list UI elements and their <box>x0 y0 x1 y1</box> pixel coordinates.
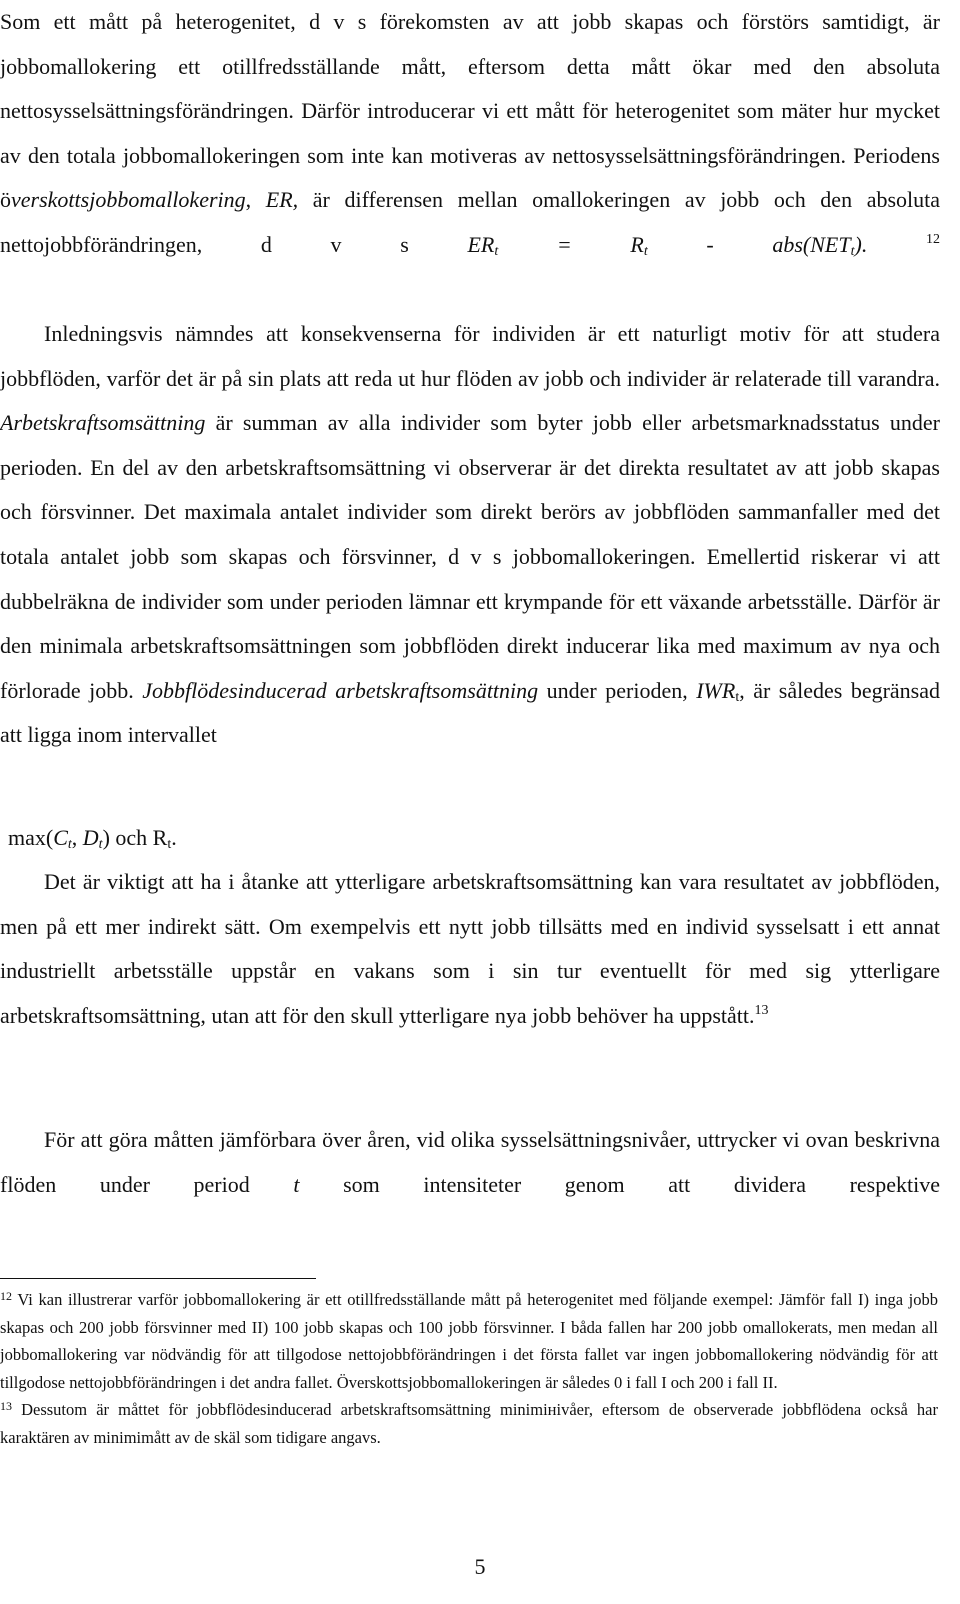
footnote-ref-12[interactable]: 12 <box>926 231 940 247</box>
paragraph-excess-reallocation: Som ett mått på heterogenitet, d v s förekomsten av att jobb skapas och förstörs samtidigt, är jobbomallokering ett otillfredsställande mått, eftersom detta mått ökar med den absoluta nettosysselsättningsförändringen. Därför introducerar vi ett mått för heterogenitet som mäter hur mycket av den totala jobbomallokeringen som inte kan motiveras av nettosysselsättningsförändringen. Periodens överskottsjobbomallokering, ER, är differensen mellan omallokeringen av jobb och den absoluta nettojobbförändringen, d v s $ER_t = R_t - abs(NET_t)$. $^{12}$ <box>0 9 941 259</box>
paragraph-indirect-turnover: Det är viktigt att ha i åtanke att ytterligare arbetskraftsomsättning kan vara resultatet av jobbflöden, men på ett mer indirekt sätt. Om exempelvis ett nytt jobb tillsätts med en individ sysselsatt i ett annat industriellt arbetsställe uppstår en vakans som i sin tur eventuellt för med sig ytterligare arbetskraftsomsättning, utan att för den skull ytterligare nya jobb behöver ha uppstått.$^{13}$ <box>0 869 940 1028</box>
formula-er: $ER_t = R_t - abs(NET_t)$. <box>467 231 868 259</box>
footnote-separator <box>0 1278 316 1279</box>
footnote-13: $^{13}$ Dessutom är måttet för jobbflödesinducerad arbetskraftsomsättning minimінivåer, eftersom de observerade jobbflödena också har karaktären av minimimått av de skäl som tidigare angavs. <box>0 1399 938 1447</box>
paragraph-labor-turnover: Inledningsvis nämndes att konsekvenserna för individen är ett naturligt motiv för att studera jobbflöden, varför det är på sin plats att reda ut hur flöden av jobb och individer är relaterade till varandra. Arbetskraftsomsättning är summan av alla individer som byter jobb eller arbetsmarknadsstatus under perioden. En del av den arbetskraftsomsättning vi observerar är det direkta resultatet av att jobb skapas och försvinner. Det maximala antalet individer som direkt berörs av jobbflöden sammanfaller med det totala antalet jobb som skapas och försvinner, d v s jobbomallokeringen. Emellertid riskerar vi att dubbelräkna de individer som under perioden lämnar ett krympande för ett växande arbetsställe. Därför är den minimala arbetskraftsomsättningen som jobbflöden direkt inducerar lika med maximum av nya och förlorade jobb. Jobbflödesinducerad arbetskraftsomsättning under perioden, $IWR_t$, är således begränsad att ligga inom intervallet <box>0 321 940 748</box>
footnotes <box>0 1286 938 1452</box>
footnote-12: $^{12}$ Vi kan illustrerar varför jobbomallokering är ett otillfredsställande mått på heterogenitet med följande exempel: Jämför fall I) inga jobb skapas och 200 jobb försvinner med II) 100 jobb skapas och 100 jobb försvinner. I båda fallen har 200 jobb omallokerats, men medan all jobbomallokering var nödvändig för att tillgodose nettojobbförändringen i det första fallet var ingen jobbomallokering nödvändig för att tillgodose nettojobbförändringen i det andra fallet. Överskottsjobbomallokeringen är således 0 i fall I och 200 i fall II. <box>0 1289 938 1392</box>
page-number: 5 <box>474 1554 486 1579</box>
footnote-ref-13[interactable]: 13 <box>754 1002 769 1018</box>
paragraph-intensities: För att göra måtten jämförbara över åren, vid olika sysselsättningsnivåer, uttrycker vi ovan beskrivna flöden under period t som intensiteter genom att dividera respektive <box>0 1127 940 1197</box>
interval-formula: $\max(C_t$, $D_t$) och $R_t$. <box>8 825 177 852</box>
